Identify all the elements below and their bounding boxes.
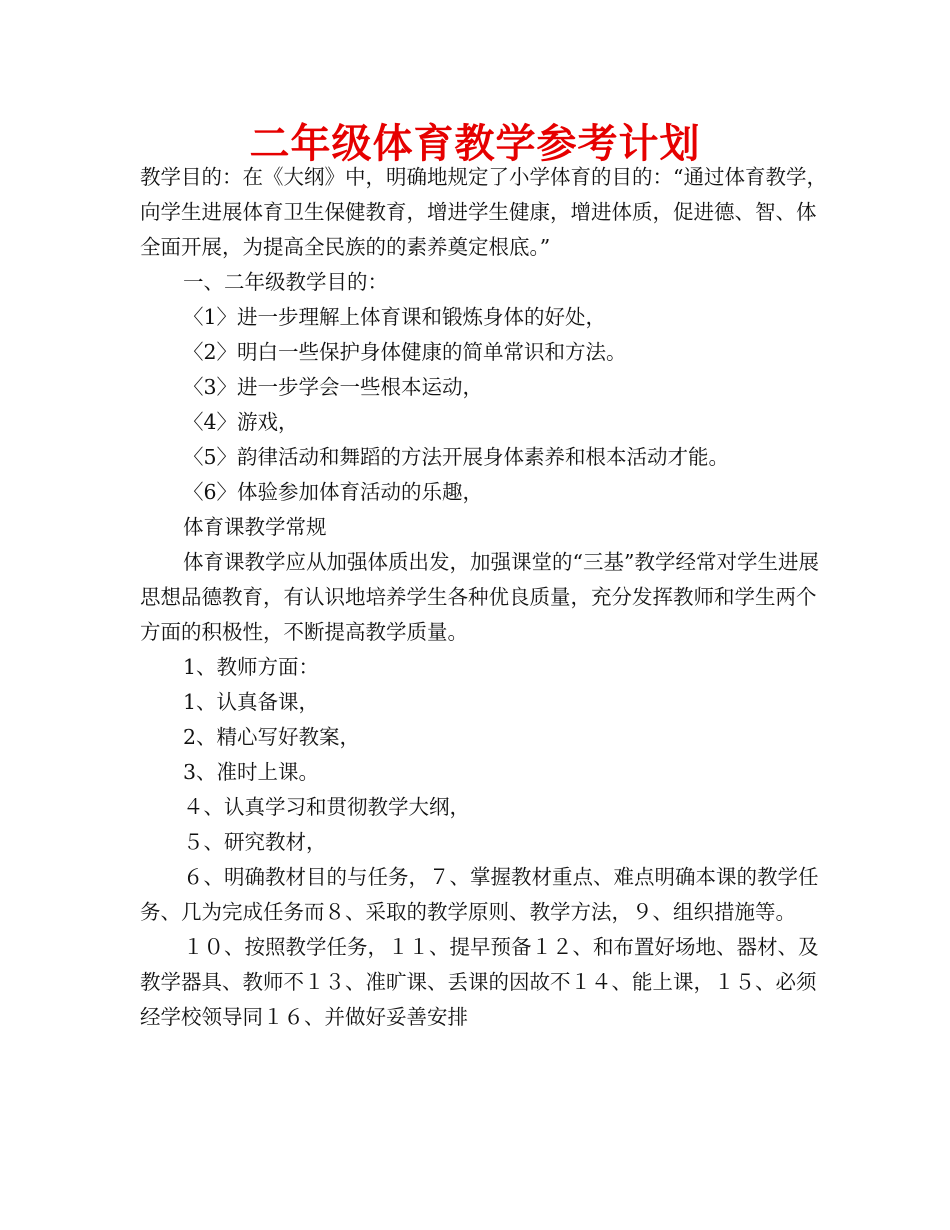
list-item-teacher-2: 2、精心写好教案， [183, 725, 361, 749]
list-item-objective-4: 〈4〉游戏， [183, 410, 299, 434]
list-item-teacher-5: ５、研究教材， [183, 830, 327, 854]
list-item-teacher-3: 3、准时上课。 [183, 760, 320, 784]
paragraph-grade-objectives-heading: 一、二年级教学目的： [183, 270, 388, 294]
paragraph-class-routine: 体育课教学应从加强体质出发，加强课堂的“三基”教学经常对学生进展思想品德教育，有认识地培养学生各种优良质量，充分发挥教师和学生两个方面的积极性，不断提高教学质量。 [140, 550, 819, 644]
paragraph-teacher-6-9: ６、明确教材目的与任务，７、掌握教材重点、难点明确本课的教学任务、几为完成任务而８、采取的教学原则、教学方法，９、组织措施等。 [140, 865, 819, 924]
list-item-objective-2: 〈2〉明白一些保护身体健康的简单常识和方法。 [183, 340, 627, 364]
list-item-objective-1: 〈1〉进一步理解上体育课和锻炼身体的好处， [183, 305, 607, 329]
list-item-objective-6: 〈6〉体验参加体育活动的乐趣， [183, 480, 484, 504]
paragraph-teacher-10-16: １０、按照教学任务，１１、提早预备１２、和布置好场地、器材、及教学器具、教师不１３、准旷课、丢课的因故不１４、能上课，１５、必须经学校领导同１６、并做好妥善安排 [140, 935, 819, 1029]
list-item-objective-5: 〈5〉韵律活动和舞蹈的方法开展身体素养和根本活动才能。 [183, 445, 730, 469]
document-title: 二年级体育教学参考计划 [249, 121, 701, 167]
paragraph-objective-intro: 教学目的：在《大纲》中，明确地规定了小学体育的目的：“通过体育教学，向学生进展体育卫生保健教育，增进学生健康，增进体质，促进德、智、体全面开展，为提高全民族的的素养奠定根底。” [140, 165, 827, 259]
list-item-teacher-1: 1、认真备课， [183, 690, 320, 714]
list-item-teacher-4: ４、认真学习和贯彻教学大纲， [183, 795, 470, 819]
subsection-heading-teacher: 1、教师方面： [183, 655, 320, 679]
list-item-objective-3: 〈3〉进一步学会一些根本运动， [183, 375, 484, 399]
section-heading-class-routine: 体育课教学常规 [183, 515, 327, 539]
document-body [140, 160, 830, 1035]
